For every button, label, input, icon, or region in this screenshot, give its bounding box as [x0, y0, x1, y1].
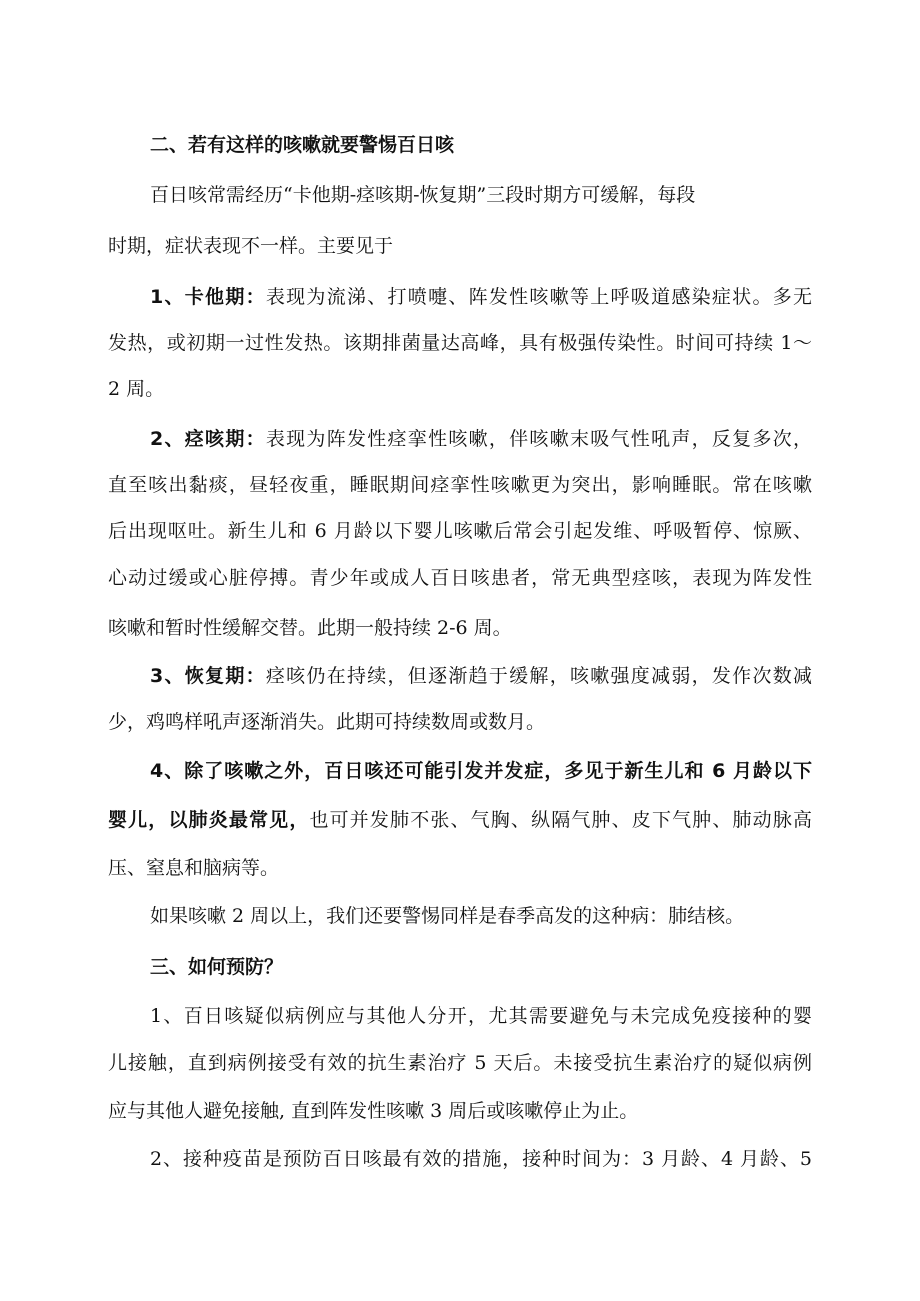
tuberculosis-warning: 如果咳嗽 2 周以上，我们还要警惕同样是春季高发的这种病：肺结核。: [150, 905, 745, 927]
recovery-stage-text: 痉咳仍在持续，但逐渐趋于缓解，咳嗽强度减弱，发作次数减: [265, 665, 812, 687]
recovery-stage-line-1: [150, 662, 812, 690]
paroxysmal-stage-label: 2、痉咳期：: [150, 428, 266, 450]
catarrhal-stage-label: 1、卡他期：: [150, 286, 266, 308]
intro-paragraph-line-2: 时期，症状表现不一样。主要见于: [108, 235, 394, 257]
recovery-stage-label: 3、恢复期：: [150, 665, 266, 687]
prevention-vaccination-line-1: 2、接种疫苗是预防百日咳最有效的措施，接种时间为：3 月龄、4 月龄、5: [150, 1148, 812, 1170]
prevention-isolation-line-2: 儿接触，直到病例接受有效的抗生素治疗 5 天后。未接受抗生素治疗的疑似病例: [108, 1052, 812, 1074]
catarrhal-stage-line-2: 发热，或初期一过性发热。该期排菌量达高峰，具有极强传染性。时间可持续 1～: [108, 332, 812, 354]
paroxysmal-stage-line-2: 直至咳出黏痰，昼轻夜重，睡眠期间痉挛性咳嗽更为突出，影响睡眠。常在咳嗽: [108, 474, 812, 496]
complications-other-text: 也可并发肺不张、气胸、纵隔气肿、皮下气肿、肺动脉高: [309, 809, 812, 831]
paroxysmal-stage-line-5: 咳嗽和暂时性缓解交替。此期一般持续 2-6 周。: [108, 617, 512, 639]
prevention-isolation-line-3: 应与其他人避免接触, 直到阵发性咳嗽 3 周后或咳嗽停止为止。: [108, 1100, 639, 1122]
paroxysmal-stage-line-4: 心动过缓或心脏停搏。青少年或成人百日咳患者，常无典型痉咳，表现为阵发性: [108, 567, 812, 589]
catarrhal-stage-text: 表现为流涕、打喷嚏、阵发性咳嗽等上呼吸道感染症状。多无: [265, 286, 812, 308]
paroxysmal-stage-line-1: [150, 425, 812, 453]
complications-pneumonia-emphasis: 婴儿，以肺炎最常见，: [108, 809, 310, 831]
paroxysmal-stage-text: 表现为阵发性痉挛性咳嗽，伴咳嗽末吸气性吼声，反复多次，: [265, 428, 812, 450]
recovery-stage-line-2: 少，鸡鸣样吼声逐渐消失。此期可持续数周或数月。: [108, 711, 546, 733]
complications-line-1: 4、除了咳嗽之外，百日咳还可能引发并发症，多见于新生儿和 6 月龄以下: [150, 760, 812, 782]
catarrhal-stage-line-3: 2 周。: [108, 378, 165, 400]
catarrhal-stage-line-1: [150, 283, 812, 311]
complications-line-2: [108, 806, 812, 834]
prevention-isolation-line-1: 1、百日咳疑似病例应与其他人分开，尤其需要避免与未完成免疫接种的婴: [150, 1005, 812, 1027]
section-heading-whooping-cough-warning: 二、若有这样的咳嗽就要警惕百日咳: [150, 134, 455, 156]
paroxysmal-stage-line-3: 后出现呕吐。新生儿和 6 月龄以下婴儿咳嗽后常会引起发维、呼吸暂停、惊厥、: [108, 520, 812, 542]
section-heading-prevention: 三、如何预防？: [150, 956, 284, 978]
intro-paragraph-line-1: 百日咳常需经历“卡他期-痉咳期-恢复期”三段时期方可缓解，每段: [150, 184, 696, 206]
complications-line-3: 压、窒息和脑病等。: [108, 857, 280, 879]
